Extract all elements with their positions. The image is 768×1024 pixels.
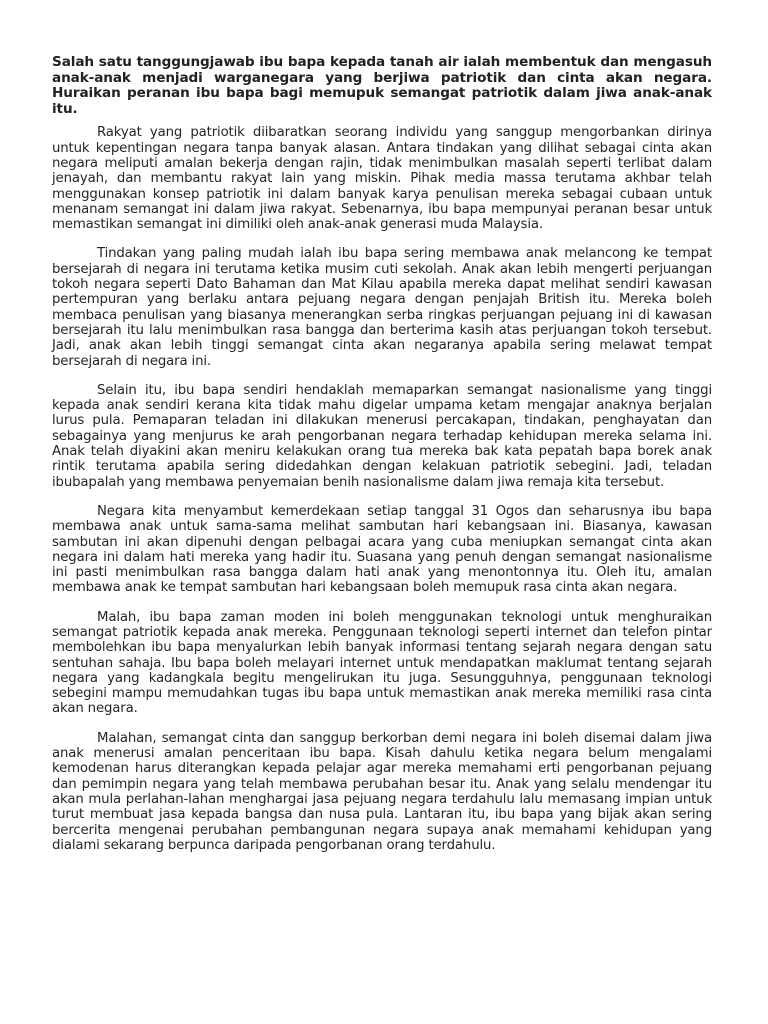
- paragraph-5: Malah, ibu bapa zaman moden ini boleh menggunakan teknologi untuk menghuraikan semangat patriotik kepada anak mereka. Penggunaan teknologi seperti internet dan telefon pintar membolehkan ibu bapa menyalurkan lebih banyak informasi tentang sejarah negara dengan satu sentuhan sahaja. Ibu bapa boleh melayari internet untuk mendapatkan maklumat tentang sejarah negara yang kadangkala begitu mengelirukan itu juga. Sesungguhnya, penggunaan teknologi sebegini mampu memudahkan tugas ibu bapa untuk memastikan anak mereka memiliki rasa cinta akan negara.: [52, 609, 712, 717]
- essay-page: [52, 55, 712, 867]
- essay-question: Salah satu tanggungjawab ibu bapa kepada tanah air ialah membentuk dan mengasuh anak-anak menjadi warganegara yang berjiwa patriotik dan cinta akan negara. Huraikan peranan ibu bapa bagi memupuk semangat patriotik dalam jiwa anak-anak itu.: [52, 54, 712, 117]
- paragraph-6: Malahan, semangat cinta dan sanggup berkorban demi negara ini boleh disemai dalam jiwa anak menerusi amalan penceritaan ibu bapa. Kisah dahulu ketika negara belum mengalami kemodenan harus diterangkan kepada pelajar agar mereka memahami erti pengorbanan pejuang dan pemimpin negara yang telah membawa perubahan besar itu. Anak yang selalu mendengar itu akan mula perlahan-lahan menghargai jasa pejuang negara terdahulu lalu memasang impian untuk turut membuat jasa kepada bangsa dan nusa pula. Lantaran itu, ibu bapa yang bijak akan sering bercerita mengenai perubahan pembangunan negara supaya anak memahami kehidupan yang dialami sekarang berpunca daripada pengorbanan orang terdahulu.: [52, 730, 712, 853]
- paragraph-2: Tindakan yang paling mudah ialah ibu bapa sering membawa anak melancong ke tempat bersejarah di negara ini terutama ketika musim cuti sekolah. Anak akan lebih mengerti perjuangan tokoh negara seperti Dato Bahaman dan Mat Kilau apabila mereka dapat melihat sendiri kawasan pertempuran yang berlaku antara pejuang negara dengan penjajah British itu. Mereka boleh membaca penulisan yang biasanya menerangkan serba ringkas perjuangan pejuang ini di kawasan bersejarah itu lalu menimbulkan rasa bangga dan berterima kasih atas perjuangan tokoh tersebut. Jadi, anak akan lebih tinggi semangat cinta akan negaranya apabila sering melawat tempat bersejarah di negara ini.: [52, 246, 712, 369]
- paragraph-1: Rakyat yang patriotik diibaratkan seorang individu yang sanggup mengorbankan dirinya untuk kepentingan negara tanpa banyak alasan. Antara tindakan yang dilihat sebagai cinta akan negara meliputi amalan bekerja dengan rajin, tidak menimbulkan masalah seperti terlibat dalam jenayah, dan membantu rakyat lain yang miskin. Pihak media massa terutama akhbar telah menggunakan konsep patriotik ini dalam banyak karya penulisan mereka sebagai cubaan untuk menanam semangat ini dalam jiwa rakyat. Sebenarnya, ibu bapa mempunyai peranan besar untuk memastikan semangat ini dimiliki oleh anak-anak generasi muda Malaysia.: [52, 125, 712, 233]
- paragraph-3: Selain itu, ibu bapa sendiri hendaklah memaparkan semangat nasionalisme yang tinggi kepada anak sendiri kerana kita tidak mahu digelar umpama ketam mengajar anaknya berjalan lurus pula. Pemaparan teladan ini dilakukan menerusi percakapan, tindakan, penghayatan dan sebagainya yang menjurus ke arah pengorbanan negara terhadap kehidupan mereka selama ini. Anak telah diyakini akan meniru kelakukan orang tua mereka bak kata pepatah bapa borek anak rintik terutama apabila sering didedahkan dengan kelakuan patriotik sebegini. Jadi, teladan ibubapalah yang membawa penyemaian benih nasionalisme dalam jiwa remaja kita tersebut.: [52, 382, 712, 490]
- paragraph-4: Negara kita menyambut kemerdekaan setiap tanggal 31 Ogos dan seharusnya ibu bapa membawa anak untuk sama-sama melihat sambutan hari kebangsaan ini. Biasanya, kawasan sambutan ini akan dipenuhi dengan pelbagai acara yang cuba meniupkan semangat cinta akan negara ini dalam hati mereka yang hadir itu. Suasana yang penuh dengan semangat nasionalisme ini pasti menimbulkan rasa bangga dalam hati anak yang menontonnya itu. Oleh itu, amalan membawa anak ke tempat sambutan hari kebangsaan boleh memupuk rasa cinta akan negara.: [52, 503, 712, 596]
